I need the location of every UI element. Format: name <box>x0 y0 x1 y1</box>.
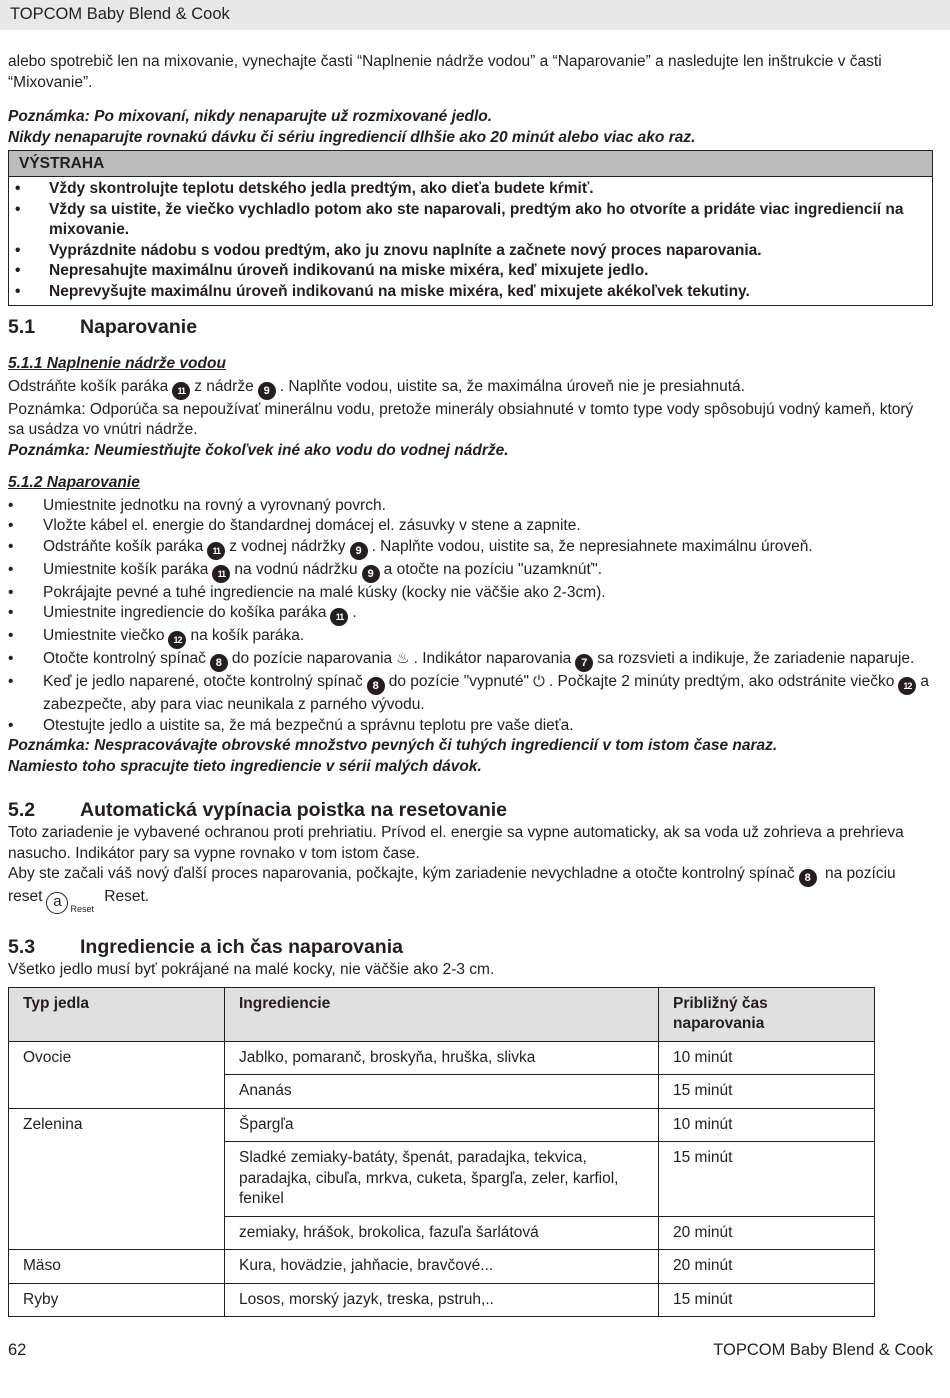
warning-box <box>8 150 933 306</box>
part-8-icon: 8 <box>367 677 385 695</box>
fill-instruction: Odstráňte košík paráka 11 z nádrže 9 . Naplňte vodou, uistite sa, že maximálna úroveň nie je presiahnutá. <box>8 377 933 400</box>
step-item: • Odstráňte košík paráka 11 z vodnej nádržky 9 . Naplňte vodou, uistite sa, že nepresiahnete maximálnu úroveň. <box>8 537 933 560</box>
cell-ingredients: zemiaky, hrášok, brokolica, fazuľa šarlátová <box>225 1216 659 1250</box>
step-item: • Otočte kontrolný spínač 8 do pozície naparovania ♨ . Indikátor naparovania 7 sa rozsvieti a indikuje, že zariadenie naparuje. <box>8 649 933 672</box>
section-heading-5-1: 5.1 Naparovanie <box>8 316 198 338</box>
part-11-icon: 11 <box>212 565 230 583</box>
cell-time: 15 minút <box>659 1283 875 1317</box>
cell-ingredients: Kura, hovädzie, jahňacie, bravčové... <box>225 1250 659 1284</box>
warning-item: • Vyprázdnite nádobu s vodou predtým, ako ju znovu naplníte a začnete nový proces naparovania. <box>15 241 762 259</box>
cell-time: 10 minút <box>659 1108 875 1142</box>
warning-item: • Vždy skontrolujte teplotu detského jedla predtým, ako dieťa budete kŕmiť. <box>15 180 594 197</box>
table-row <box>9 1142 875 1217</box>
page-number: 62 <box>8 1341 27 1359</box>
column-header: Ingrediencie <box>225 987 659 1041</box>
header-title: TOPCOM Baby Blend & Cook <box>10 5 230 23</box>
step-item: • Umiestnite jednotku na rovný a vyrovnaný povrch. <box>8 496 386 514</box>
warning-item: • Nepresahujte maximálnu úroveň indikovanú na miske mixéra, keď mixujete jedlo. <box>15 262 649 279</box>
step-item: • Otestujte jedlo a uistite sa, že má bezpečnú a správnu teplotu pre vaše dieťa. <box>8 716 574 734</box>
footer-brand: TOPCOM Baby Blend & Cook <box>713 1341 933 1359</box>
cell-food-type: Mäso <box>9 1250 225 1284</box>
warning-list <box>9 177 932 305</box>
cell-time: 15 minút <box>659 1142 875 1217</box>
cell-time: 10 minút <box>659 1041 875 1075</box>
cell-food-type: Zelenina <box>9 1108 225 1142</box>
step-item: • Pokrájajte pevné a tuhé ingrediencie na malé kúsky (kocky nie väčšie ako 2-3cm). <box>8 583 606 601</box>
page-header <box>0 0 950 30</box>
step-item: • Umiestnite ingrediencie do košíka paráka 11 . <box>8 603 933 626</box>
table-row <box>9 1075 875 1109</box>
part-11-icon: 11 <box>207 542 225 560</box>
cell-food-type: Ryby <box>9 1283 225 1317</box>
cell-food-type <box>9 1216 225 1250</box>
reset-paragraph: Aby ste začali váš nový ďalší proces naparovania, počkajte, kým zariadenie nevychladne a otočte kontrolný spínač 8 na pozíciu reset a Reset Reset. <box>8 865 896 914</box>
step-item: • Umiestnite viečko 12 na košík paráka. <box>8 626 933 649</box>
cell-ingredients: Losos, morský jazyk, treska, pstruh,.. <box>225 1283 659 1317</box>
steaming-time-table <box>8 987 875 1318</box>
part-11-icon: 11 <box>330 608 348 626</box>
page-content <box>8 52 933 1317</box>
note-quantity-2: Namiesto toho spracujte tieto ingrediencie v sérii malých dávok. <box>8 757 482 775</box>
part-9-icon: 9 <box>258 382 276 400</box>
cell-time: 15 minút <box>659 1075 875 1109</box>
part-8-icon: 8 <box>799 869 817 887</box>
part-12-icon: 12 <box>168 631 186 649</box>
table-row <box>9 1283 875 1317</box>
warning-item: • Vždy sa uistite, že viečko vychladlo potom ako ste naparovali, predtým ako ho otvoríte a pridáte viac ingrediencií na mixovanie. <box>15 200 904 238</box>
note-mineral-water: Poznámka: Odporúča sa nepoužívať minerálnu vodu, pretože minerály obsiahnuté v tomto type vody spôsobujú vodný kameň, ktorý sa usádza vo vnútri nádrže. <box>8 400 914 438</box>
section-heading-5-3: 5.3 Ingrediencie a ich čas naparovania <box>8 936 403 958</box>
table-row <box>9 1250 875 1284</box>
table-row <box>9 1108 875 1142</box>
steam-icon: ♨ <box>396 650 410 667</box>
column-header: Približný čas naparovania <box>659 987 875 1041</box>
part-9-icon: 9 <box>350 542 368 560</box>
section-heading-5-2: 5.2 Automatická vypínacia poistka na resetovanie <box>8 799 508 821</box>
overheat-paragraph: Toto zariadenie je vybavené ochranou proti prehriatiu. Prívod el. energie sa vypne automaticky, ak sa voda už zohrieva a prehrieva nasucho. Indikátor pary sa vypne rovnako v tom istom čase. <box>8 824 904 862</box>
note-no-resteam: Poznámka: Po mixovaní, nikdy nenaparujte už rozmixované jedlo. <box>8 108 493 125</box>
subheading-5-1-1: 5.1.1 Naplnenie nádrže vodou <box>8 355 226 372</box>
part-9-icon: 9 <box>362 565 380 583</box>
table-intro: Všetko jedlo musí byť pokrájané na malé kocky, nie väčšie ako 2-3 cm. <box>8 961 495 978</box>
part-7-icon: 7 <box>575 654 593 672</box>
steaming-steps <box>8 496 933 737</box>
subheading-5-1-2: 5.1.2 Naparovanie <box>8 474 140 491</box>
cell-ingredients: Ananás <box>225 1075 659 1109</box>
column-header: Typ jedla <box>9 987 225 1041</box>
note-steam-limit: Nikdy nenaparujte rovnakú dávku či sériu ingrediencií dlhšie ako 20 minút alebo viac ako raz. <box>8 128 696 146</box>
cell-food-type: Ovocie <box>9 1041 225 1075</box>
note-water-only: Poznámka: Neumiestňujte čokoľvek iné ako vodu do vodnej nádrže. <box>8 441 509 459</box>
part-12-icon: 12 <box>898 677 916 695</box>
part-8-icon: 8 <box>210 654 228 672</box>
cell-food-type <box>9 1075 225 1109</box>
table-header-row <box>9 987 875 1041</box>
step-item: • Vložte kábel el. energie do štandardnej domácej el. zásuvky v stene a zapnite. <box>8 517 581 534</box>
table-row <box>9 1216 875 1250</box>
intro-paragraph: alebo spotrebič len na mixovanie, vynechajte časti “Naplnenie nádrže vodou” a “Naparovanie” a nasledujte len inštrukcie v časti “Mixovanie”. <box>8 53 882 91</box>
note-quantity-1: Poznámka: Nespracovávajte obrovské množstvo pevných či tuhých ingrediencií v tom istom čase naraz. <box>8 737 778 754</box>
warning-item: • Neprevyšujte maximálnu úroveň indikovanú na miske mixéra, keď mixujete akékoľvek tekutiny. <box>15 282 750 300</box>
cell-ingredients: Špargľa <box>225 1108 659 1142</box>
cell-ingredients: Jablko, pomaranč, broskyňa, hruška, slivka <box>225 1041 659 1075</box>
part-11-icon: 11 <box>172 382 190 400</box>
step-item: • Keď je jedlo naparené, otočte kontrolný spínač 8 do pozície "vypnuté" ⏻ . Počkajte 2 minúty predtým, ako odstránite viečko 12 a zabezpečte, aby para viac neunikala z parného vývodu. <box>8 673 929 713</box>
cell-food-type <box>9 1142 225 1217</box>
cell-ingredients: Sladké zemiaky-batáty, špenát, paradajka, tekvica, paradajka, cibuľa, mrkva, cuketa, špargľa, zeler, karfiol, fenikel <box>225 1142 659 1217</box>
power-icon: ⏻ <box>533 673 545 690</box>
warning-title: VÝSTRAHA <box>9 151 932 177</box>
cell-time: 20 minút <box>659 1250 875 1284</box>
cell-time: 20 minút <box>659 1216 875 1250</box>
reset-icon: a Reset <box>46 892 94 914</box>
table-row <box>9 1041 875 1075</box>
step-item: • Umiestnite košík paráka 11 na vodnú nádržku 9 a otočte na pozíciu "uzamknúť". <box>8 560 933 583</box>
